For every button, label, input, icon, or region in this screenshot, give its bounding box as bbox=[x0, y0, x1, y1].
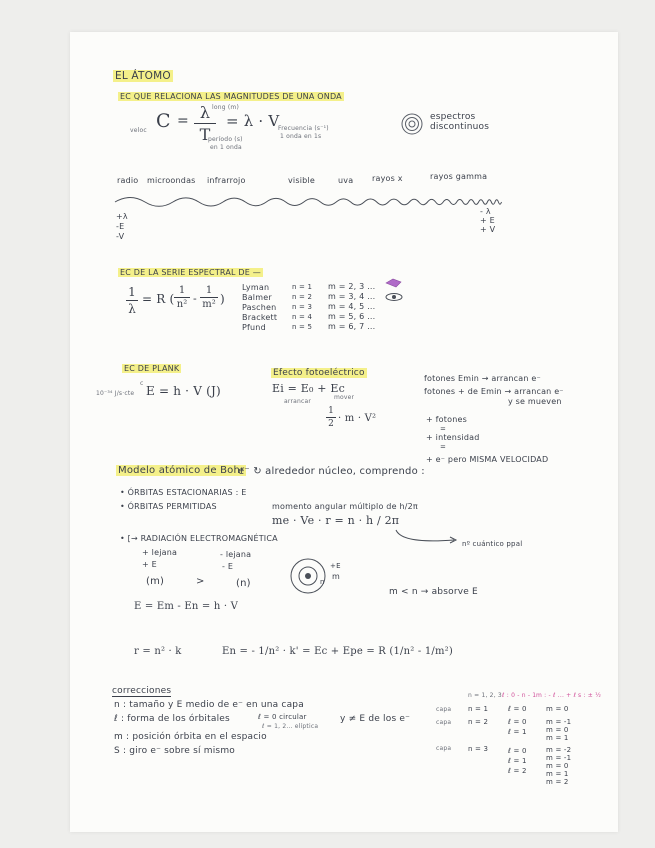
series-name: Pfund bbox=[242, 323, 266, 332]
velocity-label: veloc bbox=[130, 127, 147, 134]
half-denominator: 2 bbox=[328, 419, 334, 429]
series-n: n = 3 bbox=[292, 303, 313, 311]
long-label: long (m) bbox=[212, 104, 239, 111]
left-lambda: +λ bbox=[116, 212, 128, 221]
lambda-denominator: λ bbox=[128, 302, 136, 316]
frequency-label-2: 1 onda en 1s bbox=[280, 133, 322, 140]
plus-energy: + E bbox=[142, 560, 157, 569]
kinetic-energy: · m · V² bbox=[338, 413, 377, 424]
left-energy: -E bbox=[116, 222, 125, 231]
plus-far: + lejana bbox=[142, 548, 178, 557]
planck-constant: 10⁻³⁴ J/s·cte bbox=[96, 390, 135, 397]
qtable-header-m: m : - ℓ ... + ℓ bbox=[536, 692, 577, 699]
lambda-numerator: λ bbox=[199, 103, 211, 122]
qtable-l-value: ℓ = 0 bbox=[508, 718, 527, 726]
planck-equation: E = h · V (J) bbox=[146, 384, 221, 398]
t-denominator: T bbox=[199, 125, 211, 144]
spectrum-rayos-x: rayos x bbox=[372, 174, 403, 183]
period-label: período (s) bbox=[208, 136, 243, 143]
correction-l-energy: y ≠ E de los e⁻ bbox=[340, 714, 411, 724]
orbit-m: (m) bbox=[146, 576, 165, 587]
qtable-m-value: m = -2 bbox=[546, 746, 572, 754]
series-n: n = 1 bbox=[292, 283, 313, 291]
qtable-capa: capa bbox=[436, 706, 452, 713]
planck-heading: EC DE PLANK bbox=[124, 364, 180, 373]
series-m: m = 5, 6 ... bbox=[328, 312, 376, 321]
atom-orbit-drawing bbox=[288, 556, 328, 596]
qtable-m-value: m = 1 bbox=[546, 770, 569, 778]
qtable-l-value: ℓ = 1 bbox=[508, 728, 527, 736]
spectrum-microondas: microondas bbox=[147, 176, 196, 185]
right-lambda: - λ bbox=[480, 207, 491, 216]
close-paren: ) bbox=[220, 292, 225, 306]
photons-same-speed: + e⁻ pero MISMA VELOCIDAD bbox=[426, 455, 549, 464]
photoelectric-heading: Efecto fotoeléctrico bbox=[273, 368, 365, 378]
orbit-n: (n) bbox=[236, 578, 251, 589]
bohr-angular-momentum: momento angular múltiplo de h/2π bbox=[272, 502, 418, 511]
lambda-times-v: = λ · V bbox=[226, 112, 280, 130]
left-frequency: -V bbox=[116, 232, 125, 241]
bohr-quantization-eq: me · Ve · r = n · h / 2π bbox=[272, 514, 400, 527]
one-numerator-n: 1 bbox=[178, 285, 186, 296]
orbit-plus-e: +E bbox=[330, 562, 341, 570]
concentric-circles-icon bbox=[400, 112, 424, 136]
qtable-capa: capa bbox=[436, 745, 452, 752]
bohr-heading: Modelo atómico de Bohr bbox=[118, 465, 245, 476]
planck-c-label: c bbox=[140, 380, 144, 387]
principal-quantum-number: nº cuántico ppal bbox=[462, 540, 523, 548]
notebook-page bbox=[70, 32, 618, 832]
qtable-n-value: n = 1 bbox=[468, 705, 489, 713]
spectrum-uva: uva bbox=[338, 176, 354, 185]
spectrum-radio: radio bbox=[117, 176, 139, 185]
orbit-label-n: n bbox=[320, 578, 325, 586]
qtable-m-value: m = -1 bbox=[546, 718, 572, 726]
correction-l: ℓ : forma de los órbitales bbox=[114, 714, 230, 724]
series-m: m = 4, 5 ... bbox=[328, 302, 376, 311]
qtable-l-value: ℓ = 0 bbox=[508, 705, 527, 713]
minus-far: - lejana bbox=[220, 550, 252, 559]
series-m: m = 6, 7 ... bbox=[328, 322, 376, 331]
qtable-capa: capa bbox=[436, 719, 452, 726]
photons-line-2: fotones + de Emin → arrancan e⁻ bbox=[424, 387, 564, 396]
correction-s: S : giro e⁻ sobre sí mismo bbox=[114, 746, 235, 756]
correction-n: n : tamaño y E medio de e⁻ en una capa bbox=[114, 700, 304, 710]
photons-line-3: y se mueven bbox=[508, 397, 562, 406]
qtable-header-n: n = 1, 2, 3 bbox=[468, 692, 502, 699]
spectra-note: espectros discontinuos bbox=[430, 112, 490, 132]
qtable-m-value: m = 2 bbox=[546, 778, 569, 786]
one-numerator-m: 1 bbox=[205, 285, 213, 296]
frequency-label: Frecuencia (s⁻¹) bbox=[278, 125, 329, 132]
series-m: m = 2, 3 ... bbox=[328, 282, 376, 291]
minus-energy: - E bbox=[222, 562, 234, 571]
photoelectric-equation: Ei = E₀ + Ec bbox=[272, 382, 345, 395]
qtable-m-value: m = 0 bbox=[546, 705, 569, 713]
spectrum-infrarrojo: infrarrojo bbox=[207, 176, 246, 185]
qtable-m-value: m = -1 bbox=[546, 754, 572, 762]
qtable-l-value: ℓ = 1 bbox=[508, 757, 527, 765]
page-title: EL ÁTOMO bbox=[115, 70, 171, 82]
qtable-header-l: ℓ : 0 - n - 1 bbox=[502, 692, 537, 699]
right-frequency: + V bbox=[480, 225, 496, 234]
series-n: n = 2 bbox=[292, 293, 313, 301]
wave-eq-heading: EC QUE RELACIONA LAS MAGNITUDES DE UNA ONDA bbox=[120, 92, 342, 101]
bohr-em-radiation: • [→ RADIACIÓN ELECTROMAGNÉTICA bbox=[120, 534, 278, 543]
orbit-label-m: m bbox=[332, 572, 340, 581]
spectral-series-heading: EC DE LA SERIE ESPECTRAL DE — bbox=[120, 268, 261, 277]
series-name: Brackett bbox=[242, 313, 278, 322]
half-numerator: 1 bbox=[328, 406, 334, 416]
bohr-allowed-orbits: • ÓRBITAS PERMITIDAS bbox=[120, 502, 217, 511]
bohr-stationary-orbits: • ÓRBITAS ESTACIONARIAS : E bbox=[120, 488, 247, 497]
equals-r: = R ( bbox=[142, 292, 175, 306]
series-name: Lyman bbox=[242, 283, 270, 292]
series-m: m = 3, 4 ... bbox=[328, 292, 376, 301]
photons-intensity: + intensidad bbox=[426, 433, 480, 442]
photons-line-1: fotones Emin → arrancan e⁻ bbox=[424, 374, 541, 383]
correction-m: m : posición órbita en el espacio bbox=[114, 732, 267, 742]
series-n: n = 5 bbox=[292, 323, 313, 331]
correction-l-circular: ℓ = 0 circular bbox=[258, 713, 307, 721]
series-name: Paschen bbox=[242, 303, 277, 312]
minus-sign: - bbox=[193, 292, 197, 305]
one-half bbox=[326, 406, 336, 429]
photons-equals-1: = bbox=[440, 425, 447, 433]
series-name: Balmer bbox=[242, 293, 272, 302]
correction-l-elliptic: ℓ = 1, 2... elíptica bbox=[262, 723, 319, 730]
period-label-2: en 1 onda bbox=[210, 144, 242, 151]
n2-denominator: n² bbox=[176, 299, 188, 310]
qtable-n-value: n = 2 bbox=[468, 718, 489, 726]
m2-denominator: m² bbox=[202, 299, 216, 310]
qtable-m-value: m = 0 bbox=[546, 726, 569, 734]
equals-1: = bbox=[177, 113, 189, 129]
photons-more: + fotones bbox=[426, 415, 467, 424]
qtable-m-value: m = 0 bbox=[546, 762, 569, 770]
energy-difference-eq: E = Em - En = h · V bbox=[134, 601, 239, 612]
greater-than: > bbox=[196, 576, 205, 587]
mover-label: mover bbox=[334, 394, 355, 401]
radius-formula: r = n² · k bbox=[134, 646, 182, 657]
spectrum-rayos-gamma: rayos gamma bbox=[430, 172, 488, 181]
one-over-lambda bbox=[126, 285, 138, 316]
wave-drawing bbox=[115, 190, 505, 214]
qtable-l-value: ℓ = 0 bbox=[508, 747, 527, 755]
bohr-intro: e⁻ ↻ alrededor núcleo, comprendo : bbox=[238, 466, 425, 477]
series-n: n = 4 bbox=[292, 313, 313, 321]
corrections-heading-text: correcciones bbox=[112, 686, 172, 696]
one-numerator: 1 bbox=[128, 285, 136, 299]
one-over-n2 bbox=[174, 285, 190, 310]
c-symbol: C bbox=[156, 110, 171, 132]
absorbs-energy: m < n → absorve E bbox=[389, 587, 478, 597]
right-energy: + E bbox=[480, 216, 495, 225]
arrow-to-quantum bbox=[392, 528, 462, 546]
spectrum-visible: visible bbox=[288, 176, 315, 185]
photons-equals-2: = bbox=[440, 443, 447, 451]
one-over-m2 bbox=[200, 285, 218, 310]
energy-level-formula: En = - 1/n² · k' = Ec + Epe = R (1/n² - 1/m²) bbox=[222, 646, 453, 657]
arrancar-label: arrancar bbox=[284, 398, 312, 405]
qtable-n-value: n = 3 bbox=[468, 745, 489, 753]
qtable-l-value: ℓ = 2 bbox=[508, 767, 527, 775]
qtable-m-value: m = 1 bbox=[546, 734, 569, 742]
qtable-header-s: s : ± ½ bbox=[578, 692, 602, 699]
corrections-heading bbox=[112, 686, 171, 696]
eye-doodle-icon bbox=[384, 278, 404, 306]
